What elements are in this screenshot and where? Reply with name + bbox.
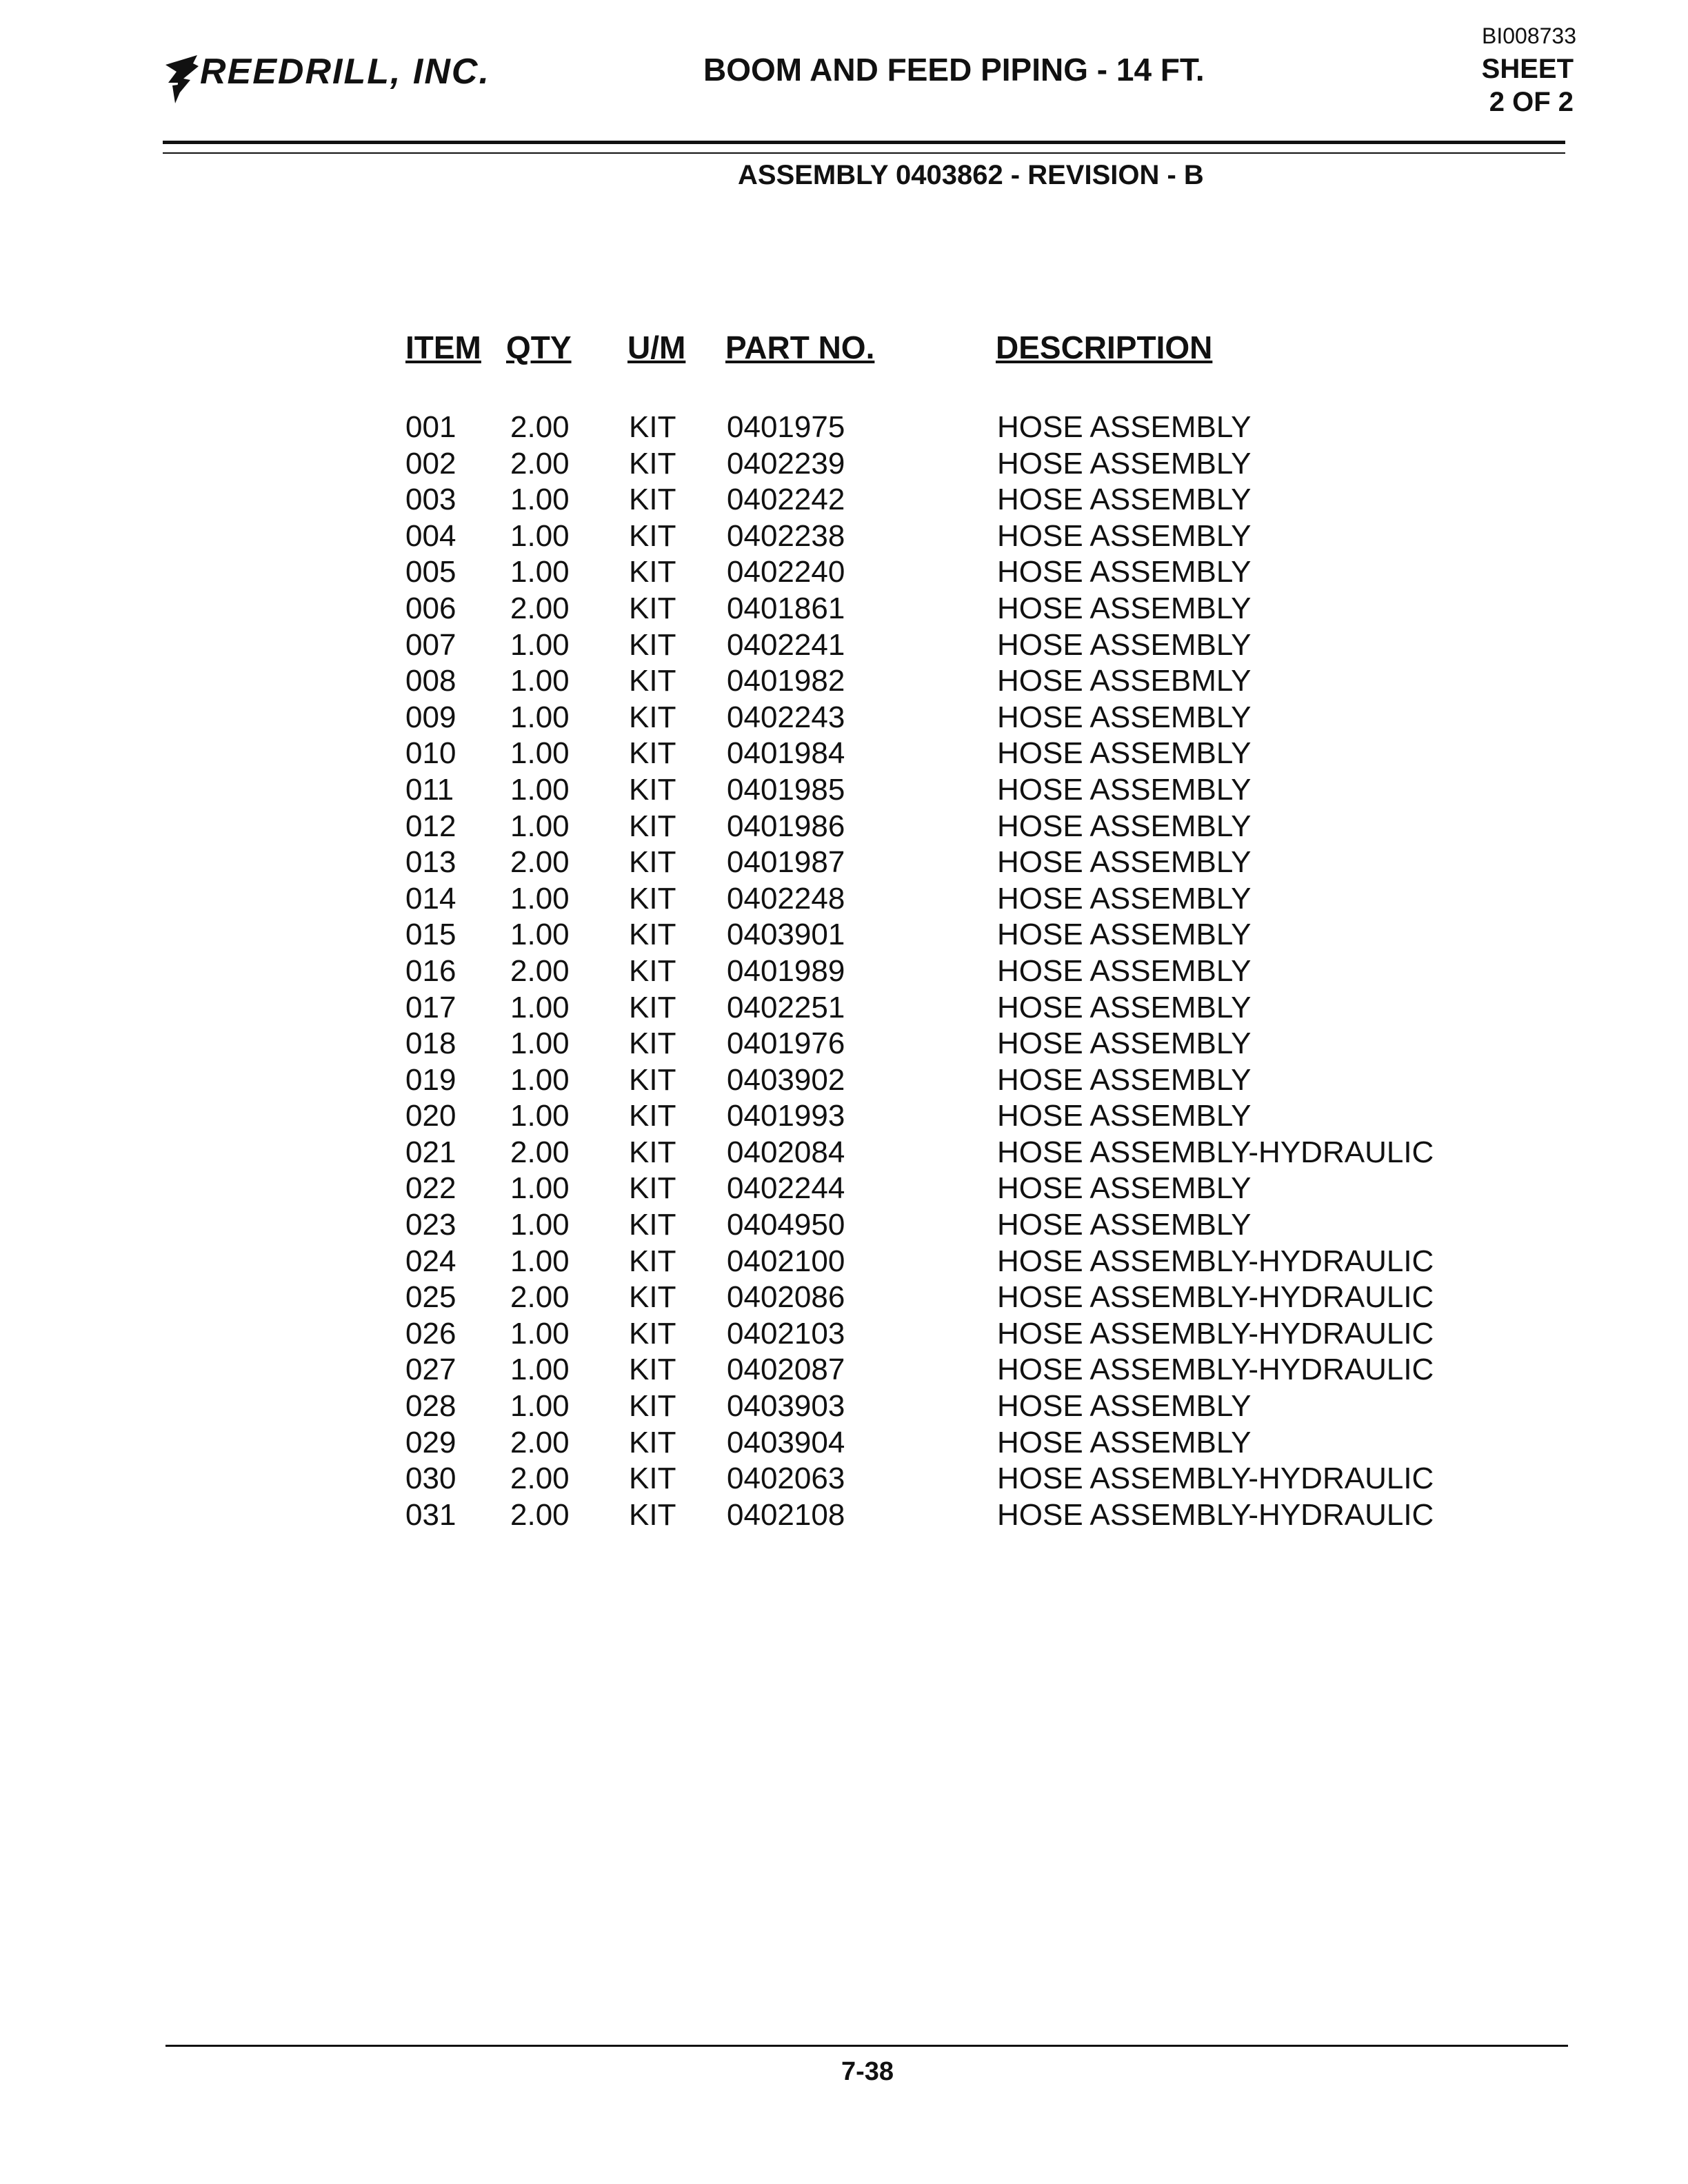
page-number: 7-38	[841, 2057, 894, 2086]
cell-item: 014	[405, 881, 456, 916]
cell-item: 001	[405, 410, 456, 444]
cell-part-no: 0401987	[727, 845, 845, 880]
cell-qty: 1.00	[510, 918, 570, 952]
cell-description: HOSE ASSEBMLY	[997, 664, 1252, 698]
cell-item: 011	[405, 772, 454, 807]
cell-qty: 2.00	[510, 1280, 570, 1315]
assembly-revision: ASSEMBLY 0403862 - REVISION - B	[738, 160, 1204, 190]
cell-um: KIT	[629, 809, 676, 843]
cell-part-no: 0402239	[727, 446, 845, 481]
cell-qty: 1.00	[510, 1099, 570, 1133]
cell-part-no: 0402063	[727, 1462, 845, 1496]
cell-qty: 1.00	[510, 736, 570, 771]
cell-description: HOSE ASSEMBLY	[997, 1425, 1252, 1459]
header-qty: QTY	[506, 330, 572, 365]
cell-description: HOSE ASSEMBLY-HYDRAULIC	[997, 1244, 1434, 1278]
cell-part-no: 0402238	[727, 518, 845, 553]
cell-um: KIT	[629, 410, 676, 444]
cell-qty: 1.00	[510, 809, 570, 843]
cell-qty: 1.00	[510, 518, 570, 553]
footer-rule	[165, 2045, 1568, 2047]
cell-um: KIT	[629, 627, 676, 662]
cell-item: 025	[405, 1280, 456, 1315]
cell-qty: 1.00	[510, 664, 570, 698]
cell-item: 015	[405, 918, 456, 952]
cell-qty: 1.00	[510, 555, 570, 589]
cell-part-no: 0402240	[727, 555, 845, 589]
cell-item: 004	[405, 518, 456, 553]
cell-um: KIT	[629, 591, 676, 625]
company-name: REEDRILL, INC.	[200, 52, 490, 92]
cell-part-no: 0402086	[727, 1280, 845, 1315]
cell-um: KIT	[629, 881, 676, 916]
cell-qty: 1.00	[510, 1353, 570, 1387]
cell-qty: 1.00	[510, 990, 570, 1024]
cell-um: KIT	[629, 953, 676, 988]
cell-qty: 1.00	[510, 1027, 570, 1061]
cell-qty: 1.00	[510, 627, 570, 662]
cell-item: 010	[405, 736, 456, 771]
cell-part-no: 0401985	[727, 772, 845, 807]
header-part-no: PART NO.	[725, 330, 875, 365]
cell-description: HOSE ASSEMBLY	[997, 518, 1252, 553]
cell-part-no: 0401984	[727, 736, 845, 771]
cell-part-no: 0402084	[727, 1135, 845, 1169]
cell-part-no: 0401982	[727, 664, 845, 698]
header-rule-thin	[163, 152, 1565, 154]
page-title: BOOM AND FEED PIPING - 14 FT.	[703, 52, 1205, 88]
cell-qty: 1.00	[510, 1316, 570, 1351]
cell-item: 008	[405, 664, 456, 698]
cell-item: 003	[405, 483, 456, 517]
cell-item: 026	[405, 1316, 456, 1351]
cell-description: HOSE ASSEMBLY	[997, 881, 1252, 916]
sheet-info	[1482, 52, 1574, 119]
cell-part-no: 0401986	[727, 809, 845, 843]
cell-description: HOSE ASSEMBLY	[997, 918, 1252, 952]
cell-part-no: 0401861	[727, 591, 845, 625]
cell-um: KIT	[629, 1171, 676, 1206]
cell-part-no: 0402103	[727, 1316, 845, 1351]
cell-qty: 1.00	[510, 881, 570, 916]
cell-description: HOSE ASSEMBLY	[997, 700, 1252, 734]
cell-description: HOSE ASSEMBLY	[997, 1099, 1252, 1133]
cell-qty: 1.00	[510, 700, 570, 734]
cell-description: HOSE ASSEMBLY	[997, 845, 1252, 880]
cell-description: HOSE ASSEMBLY	[997, 1389, 1252, 1424]
cell-qty: 1.00	[510, 1208, 570, 1242]
sheet-label: SHEET	[1481, 54, 1574, 84]
cell-um: KIT	[629, 1244, 676, 1278]
cell-description: HOSE ASSEMBLY	[997, 410, 1252, 444]
company-logo	[163, 48, 521, 110]
cell-um: KIT	[629, 1462, 676, 1496]
cell-item: 013	[405, 845, 456, 880]
cell-qty: 1.00	[510, 483, 570, 517]
cell-part-no: 0402241	[727, 627, 845, 662]
cell-item: 028	[405, 1389, 456, 1424]
cell-qty: 2.00	[510, 1425, 570, 1459]
cell-part-no: 0401993	[727, 1099, 845, 1133]
cell-item: 022	[405, 1171, 456, 1206]
cell-um: KIT	[629, 664, 676, 698]
cell-description: HOSE ASSEMBLY-HYDRAULIC	[997, 1353, 1434, 1387]
cell-um: KIT	[629, 483, 676, 517]
cell-part-no: 0402248	[727, 881, 845, 916]
cell-part-no: 0402108	[727, 1497, 845, 1532]
cell-item: 012	[405, 809, 456, 843]
cell-part-no: 0401976	[727, 1027, 845, 1061]
cell-item: 017	[405, 990, 456, 1024]
cell-part-no: 0402087	[727, 1353, 845, 1387]
cell-item: 029	[405, 1425, 456, 1459]
cell-item: 005	[405, 555, 456, 589]
cell-part-no: 0403901	[727, 918, 845, 952]
cell-um: KIT	[629, 1099, 676, 1133]
cell-qty: 2.00	[510, 953, 570, 988]
cell-part-no: 0401989	[727, 953, 845, 988]
cell-item: 016	[405, 953, 456, 988]
cell-item: 023	[405, 1208, 456, 1242]
cell-item: 021	[405, 1135, 456, 1169]
document-id: BI008733	[1481, 23, 1576, 48]
cell-description: HOSE ASSEMBLY-HYDRAULIC	[997, 1462, 1434, 1496]
cell-part-no: 0404950	[727, 1208, 845, 1242]
cell-um: KIT	[629, 918, 676, 952]
cell-um: KIT	[629, 1208, 676, 1242]
cell-description: HOSE ASSEMBLY	[997, 990, 1252, 1024]
cell-description: HOSE ASSEMBLY	[997, 555, 1252, 589]
cell-um: KIT	[629, 1425, 676, 1459]
cell-um: KIT	[629, 446, 676, 481]
header-item: ITEM	[405, 330, 481, 365]
cell-item: 024	[405, 1244, 456, 1278]
cell-part-no: 0403904	[727, 1425, 845, 1459]
cell-description: HOSE ASSEMBLY-HYDRAULIC	[997, 1280, 1434, 1315]
cell-um: KIT	[629, 1135, 676, 1169]
sheet-number: 2 OF 2	[1489, 87, 1574, 117]
cell-item: 006	[405, 591, 456, 625]
cell-description: HOSE ASSEMBLY	[997, 591, 1252, 625]
header-um: U/M	[627, 330, 686, 365]
cell-um: KIT	[629, 1353, 676, 1387]
cell-description: HOSE ASSEMBLY	[997, 627, 1252, 662]
cell-description: HOSE ASSEMBLY	[997, 953, 1252, 988]
header-rule-thick	[163, 141, 1565, 144]
cell-qty: 1.00	[510, 1244, 570, 1278]
cell-qty: 2.00	[510, 446, 570, 481]
cell-qty: 2.00	[510, 1462, 570, 1496]
header-description: DESCRIPTION	[996, 330, 1213, 365]
cell-description: HOSE ASSEMBLY-HYDRAULIC	[997, 1497, 1434, 1532]
cell-description: HOSE ASSEMBLY-HYDRAULIC	[997, 1135, 1434, 1169]
cell-um: KIT	[629, 990, 676, 1024]
cell-item: 009	[405, 700, 456, 734]
cell-qty: 1.00	[510, 772, 570, 807]
cell-part-no: 0402242	[727, 483, 845, 517]
cell-description: HOSE ASSEMBLY-HYDRAULIC	[997, 1316, 1434, 1351]
cell-um: KIT	[629, 1280, 676, 1315]
cell-description: HOSE ASSEMBLY	[997, 483, 1252, 517]
cell-item: 007	[405, 627, 456, 662]
cell-qty: 1.00	[510, 1062, 570, 1097]
cell-item: 019	[405, 1062, 456, 1097]
cell-item: 030	[405, 1462, 456, 1496]
cell-part-no: 0402243	[727, 700, 845, 734]
cell-part-no: 0402244	[727, 1171, 845, 1206]
cell-part-no: 0402100	[727, 1244, 845, 1278]
cell-description: HOSE ASSEMBLY	[997, 446, 1252, 481]
cell-qty: 2.00	[510, 591, 570, 625]
cell-description: HOSE ASSEMBLY	[997, 809, 1252, 843]
cell-um: KIT	[629, 736, 676, 771]
cell-item: 027	[405, 1353, 456, 1387]
cell-qty: 1.00	[510, 1389, 570, 1424]
cell-item: 018	[405, 1027, 456, 1061]
cell-um: KIT	[629, 1027, 676, 1061]
cell-description: HOSE ASSEMBLY	[997, 772, 1252, 807]
cell-item: 020	[405, 1099, 456, 1133]
cell-qty: 2.00	[510, 1497, 570, 1532]
cell-description: HOSE ASSEMBLY	[997, 1208, 1252, 1242]
cell-part-no: 0403902	[727, 1062, 845, 1097]
cell-um: KIT	[629, 845, 676, 880]
cell-qty: 1.00	[510, 1171, 570, 1206]
cell-part-no: 0402251	[727, 990, 845, 1024]
cell-um: KIT	[629, 1389, 676, 1424]
cell-um: KIT	[629, 1316, 676, 1351]
cell-part-no: 0401975	[727, 410, 845, 444]
drill-bit-icon	[163, 51, 201, 106]
cell-description: HOSE ASSEMBLY	[997, 1171, 1252, 1206]
cell-part-no: 0403903	[727, 1389, 845, 1424]
cell-description: HOSE ASSEMBLY	[997, 1027, 1252, 1061]
cell-qty: 2.00	[510, 410, 570, 444]
cell-description: HOSE ASSEMBLY	[997, 1062, 1252, 1097]
cell-item: 002	[405, 446, 456, 481]
cell-item: 031	[405, 1497, 456, 1532]
cell-qty: 2.00	[510, 845, 570, 880]
cell-description: HOSE ASSEMBLY	[997, 736, 1252, 771]
cell-um: KIT	[629, 772, 676, 807]
cell-um: KIT	[629, 1062, 676, 1097]
cell-um: KIT	[629, 700, 676, 734]
cell-um: KIT	[629, 1497, 676, 1532]
cell-um: KIT	[629, 555, 676, 589]
cell-qty: 2.00	[510, 1135, 570, 1169]
cell-um: KIT	[629, 518, 676, 553]
